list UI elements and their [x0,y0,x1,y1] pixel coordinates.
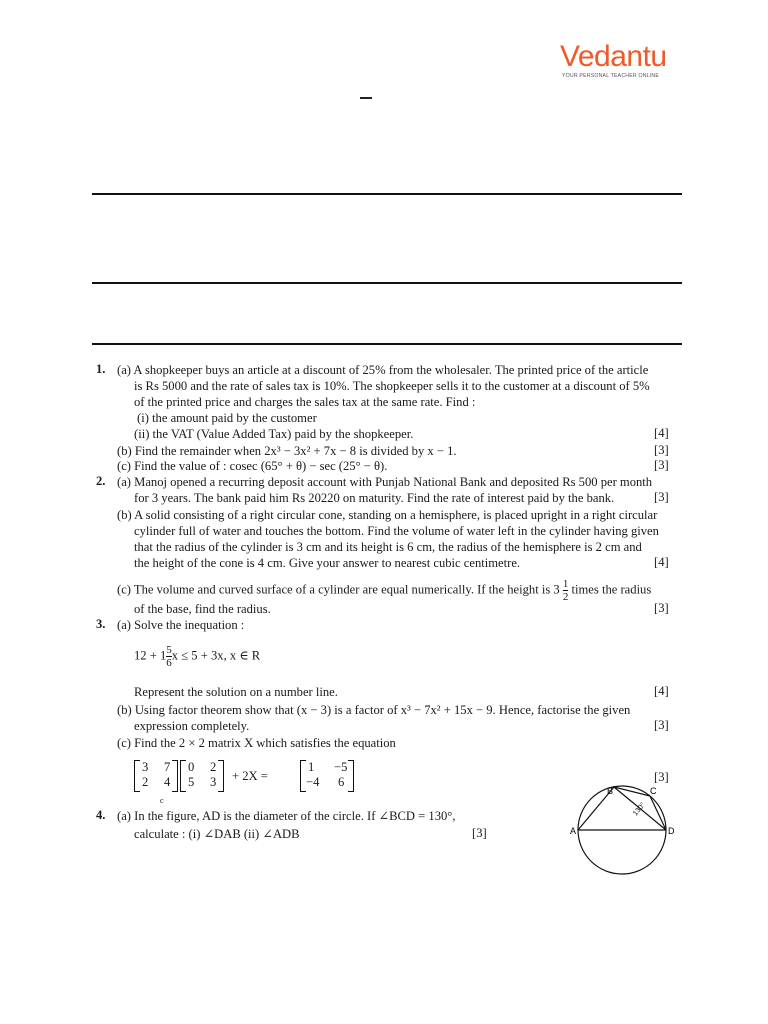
divider-rule-3 [92,343,682,345]
marks: [4] [654,426,669,440]
question-text: (b) A solid consisting of a right circular cone, standing on a hemisphere, is placed upright in a right circular [117,508,658,522]
logo-tagline: YOUR PERSONAL TEACHER ONLINE [562,73,659,79]
inequation-part: x ≤ 5 + 3x, x ∈ R [171,648,261,663]
question-text: cylinder full of water and touches the bottom. Find the volume of water left in the cylinder having given [134,524,659,538]
matrix-cell: 3 [210,775,217,789]
matrix-cell: 1 [308,760,315,774]
label-d: D [668,826,675,836]
chord-cd [650,796,666,830]
vedantu-logo [560,40,680,82]
matrix-cell: −4 [306,775,320,789]
question-text: of the base, find the radius. [134,602,271,616]
question-number: 2. [96,474,106,488]
question-text: (b) Find the remainder when 2x³ − 3x² + 7x − 8 is divided by x − 1. [117,444,457,458]
marks: [3] [654,601,669,615]
bracket [218,760,224,792]
divider-rule-2 [92,282,682,284]
marks: [3] [654,718,669,732]
question-text: for 3 years. The bank paid him Rs 20220 on maturity. Find the rate of interest paid by the bank. [134,491,615,505]
inequation-part: 12 + 1 [134,648,167,663]
question-text: (a) Manoj opened a recurring deposit account with Punjab National Bank and deposited Rs 500 per month [117,475,653,489]
matrix-cell: 2 [142,775,149,789]
question-text-part: (c) The volume and curved surface of a cylinder are equal numerically. If the height is 3 [117,582,560,597]
matrix-cell: 3 [142,760,149,774]
label-a: A [570,826,577,836]
fraction-numerator: 5 [166,644,172,656]
fraction [563,578,569,603]
question-number: 1. [96,362,106,376]
marks: [4] [654,684,669,698]
divider-rule-1 [92,193,682,195]
inequation [134,644,260,669]
question-text: calculate : (i) ∠DAB (ii) ∠ADB [134,827,300,841]
question-text: (b) Using factor theorem show that (x − 3) is a factor of x³ − 7x² + 15x − 9. Hence, factorise the given [117,703,631,717]
fraction-numerator: 1 [562,578,569,590]
question-text: expression completely. [134,719,250,733]
bracket [134,760,140,792]
marks: [3] [654,458,669,472]
question-text-part: times the radius [571,582,652,597]
bracket [180,760,186,792]
logo-text: Vedantu [560,40,667,73]
question-number: 4. [96,808,106,822]
marks: [3] [472,826,487,840]
angle-label: 130° [632,801,647,818]
question-text: (ii) the VAT (Value Added Tax) paid by the shopkeeper. [134,427,414,441]
label-c: C [650,786,657,796]
question-text: Represent the solution on a number line. [134,685,338,699]
bracket [172,760,178,792]
question-text: (c) Find the value of : cosec (65° + θ) − sec (25° − θ). [117,459,388,473]
question-text: the height of the cone is 4 cm. Give your answer to nearest cubic centimetre. [134,556,521,570]
circle-figure [570,782,680,882]
stray-mark: c [160,796,164,805]
matrix-1 [134,760,178,792]
question-text: that the radius of the cylinder is 3 cm and its height is 6 cm, the radius of the hemisphere is 2 cm and [134,540,642,554]
matrix-cell: 2 [210,760,217,774]
question-text: (a) Solve the inequation : [117,618,245,632]
marks: [3] [654,770,669,784]
matrix-3 [300,760,354,792]
equation-operator: + 2X = [232,769,268,783]
matrix-2 [180,760,224,792]
matrix-cell: −5 [334,760,348,774]
header-dash [360,97,372,99]
question-number: 3. [96,617,106,631]
question-text: of the printed price and charges the sales tax at the same rate. Find : [134,395,476,409]
question-text: (c) Find the 2 × 2 matrix X which satisfies the equation [117,736,396,750]
fraction-denominator: 2 [562,591,569,603]
question-text: is Rs 5000 and the rate of sales tax is 10%. The shopkeeper sells it to the customer at a discount of 5% [134,379,650,393]
marks: [3] [654,443,669,457]
matrix-cell: 4 [164,775,171,789]
question-text [117,578,651,603]
question-text: (a) In the figure, AD is the diameter of the circle. If ∠BCD = 130°, [117,809,456,823]
matrix-cell: 7 [164,760,171,774]
matrix-cell: 6 [338,775,345,789]
matrix-cell: 0 [188,760,195,774]
fraction-denominator: 6 [166,657,172,669]
label-b: B [607,786,614,796]
question-text: (a) A shopkeeper buys an article at a discount of 25% from the wholesaler. The printed price of the article [117,363,649,377]
bracket [348,760,354,792]
matrix-cell: 5 [188,775,195,789]
marks: [4] [654,555,669,569]
marks: [3] [654,490,669,504]
question-text: (i) the amount paid by the customer [137,411,317,425]
